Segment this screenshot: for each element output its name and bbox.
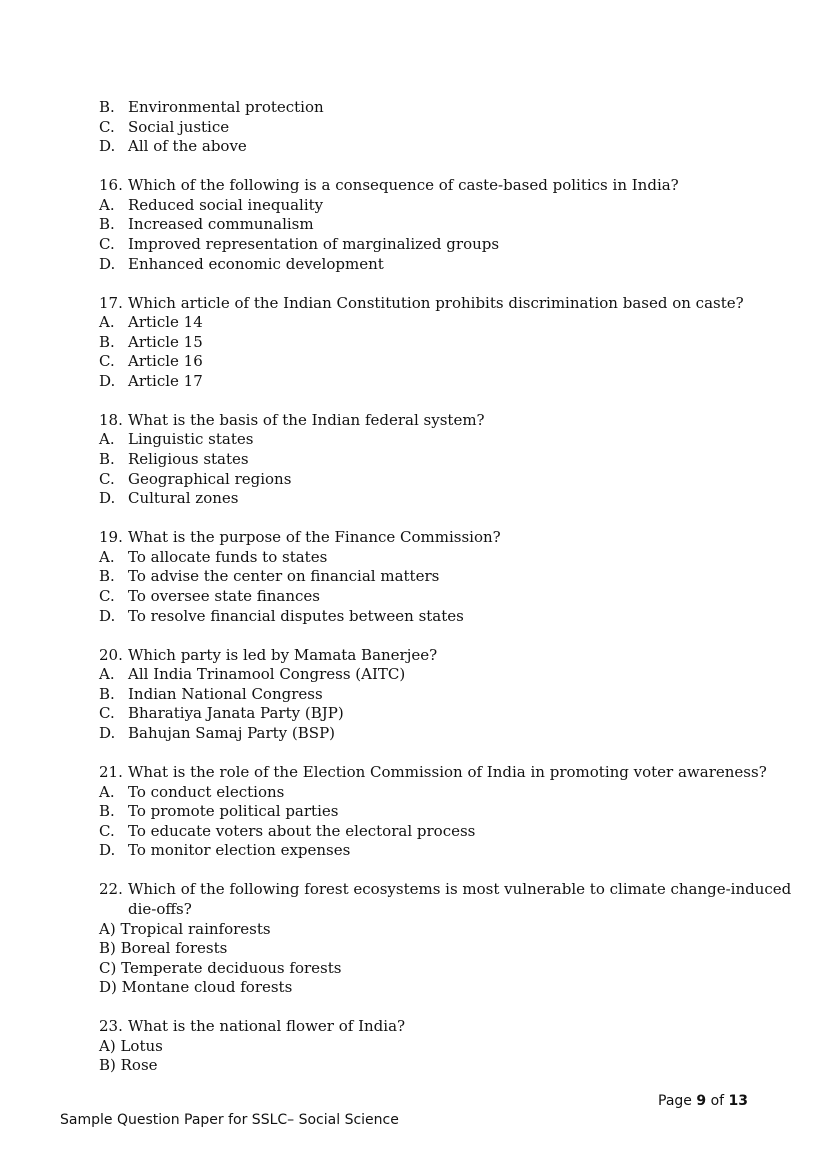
option-line: B) Boreal forests [99,939,228,958]
document-title: Sample Question Paper for SSLC– Social Science [60,1112,399,1128]
page-of: of [710,1093,725,1109]
option-line [99,665,759,685]
option-text: Cultural zones [128,489,239,508]
option-text: Social justice [128,117,230,136]
option-line [99,470,759,490]
option-label: C. [99,469,115,488]
question-23 [99,1017,759,1076]
option-line [99,724,759,744]
option-label: B. [99,98,115,116]
question-text [99,646,759,666]
option-label: A. [99,665,115,684]
option-line [99,430,759,450]
option-text: Article 15 [128,332,203,351]
option-text: To conduct elections [128,782,285,801]
question-number: 22. [99,880,123,899]
option-line [99,137,759,157]
option-label: C. [99,704,115,723]
option-text: Religious states [128,450,249,469]
question-number: 16. [99,176,123,195]
question-text [99,411,759,431]
option-text: To promote political parties [128,802,339,821]
question-text [99,528,759,548]
question-18 [99,411,759,509]
page-prefix: Page [658,1093,692,1109]
option-line [99,567,759,587]
question-number: 21. [99,762,123,781]
option-text: To educate voters about the electoral process [128,821,476,840]
option-label: B. [99,802,115,821]
option-label: A. [99,547,115,566]
option-line [99,313,759,333]
option-line [99,489,759,509]
question-stem: What is the role of the Election Commission of India in promoting voter awareness? [128,762,767,781]
question-stem: What is the national flower of India? [128,1017,406,1036]
option-text: Article 16 [128,352,203,371]
question-stem: Which of the following is a consequence of caste-based politics in India? [128,176,679,195]
option-text: Increased communalism [128,215,314,234]
option-label: A. [99,313,115,332]
option-text: To monitor election expenses [128,841,351,860]
option-line: B) Rose [99,1056,158,1075]
option-label: C. [99,117,115,136]
option-line: A) Tropical rainforests [99,919,271,938]
question-text [99,1017,759,1037]
question-paper-body [99,98,792,1076]
question-stem: What is the basis of the Indian federal system? [128,410,485,429]
question-number: 23. [99,1017,123,1036]
option-text: Article 17 [128,371,203,390]
question-22 [99,880,792,998]
option-label: D. [99,489,116,508]
option-line: D) Montane cloud forests [99,978,293,997]
option-line [99,215,759,235]
option-label: D. [99,606,116,625]
question-text [99,294,759,314]
question-stem: What is the purpose of the Finance Commission? [128,528,501,547]
option-line [99,548,759,568]
question-stem: Which of the following forest ecosystems is most vulnerable to climate change-induced [128,880,792,899]
question-stem: Which article of the Indian Constitution prohibits discrimination based on caste? [128,293,744,312]
option-line [99,587,759,607]
option-label: C. [99,821,115,840]
option-text: To allocate funds to states [128,547,328,566]
question-19 [99,528,759,626]
option-label: B. [99,332,115,351]
option-label: D. [99,841,116,860]
option-line [99,802,759,822]
option-text: Enhanced economic development [128,254,384,273]
option-text: Improved representation of marginalized groups [128,234,500,253]
question-text [99,762,767,783]
option-line [99,450,759,470]
option-text: All of the above [128,137,247,156]
option-line [99,235,759,255]
option-text: Geographical regions [128,469,292,488]
question-stem: Which party is led by Mamata Banerjee? [128,645,438,664]
question-number: 18. [99,410,123,429]
option-line [99,822,759,842]
option-label: C. [99,234,115,253]
option-label: B. [99,450,115,469]
option-line [99,196,759,216]
option-line [99,98,759,118]
option-text: Bahujan Samaj Party (BSP) [128,723,336,742]
option-label: C. [99,587,115,606]
option-line [99,704,759,724]
option-label: D. [99,723,116,742]
option-text: To advise the center on financial matters [128,567,440,586]
carryover-options [99,98,759,157]
page-number [658,1093,748,1109]
option-line [99,685,759,705]
option-text: Linguistic states [128,430,254,449]
question-16 [99,176,759,274]
question-17 [99,294,759,392]
option-text: Environmental protection [128,98,324,116]
option-label: D. [99,371,116,390]
option-text: Reduced social inequality [128,195,324,214]
option-line: C) Temperate deciduous forests [99,958,342,977]
option-label: C. [99,352,115,371]
question-text-continuation: die-offs? [128,899,192,918]
option-line [99,372,759,392]
option-label: B. [99,215,115,234]
option-text: To resolve financial disputes between states [128,606,464,625]
question-number: 19. [99,528,123,547]
option-text: Article 14 [128,313,203,332]
option-line [99,118,759,138]
option-label: D. [99,137,116,156]
page-current: 9 [696,1093,707,1109]
option-label: A. [99,782,115,801]
option-line [99,352,759,372]
option-text: Bharatiya Janata Party (BJP) [128,704,344,723]
option-line [99,333,759,353]
option-text: All India Trinamool Congress (AITC) [128,665,406,684]
option-line [99,783,759,803]
question-21 [99,762,767,861]
question-number: 17. [99,293,123,312]
option-label: B. [99,684,115,703]
option-label: B. [99,567,115,586]
question-20 [99,646,759,744]
option-line [99,841,759,861]
option-line [99,255,759,275]
option-label: A. [99,195,115,214]
question-text [99,176,759,196]
option-label: D. [99,254,116,273]
option-line: A) Lotus [99,1036,163,1055]
question-text [99,880,792,900]
page-total: 13 [728,1093,748,1109]
option-label: A. [99,430,115,449]
option-text: Indian National Congress [128,684,323,703]
option-text: To oversee state finances [128,587,320,606]
option-line [99,607,759,627]
question-number: 20. [99,645,123,664]
